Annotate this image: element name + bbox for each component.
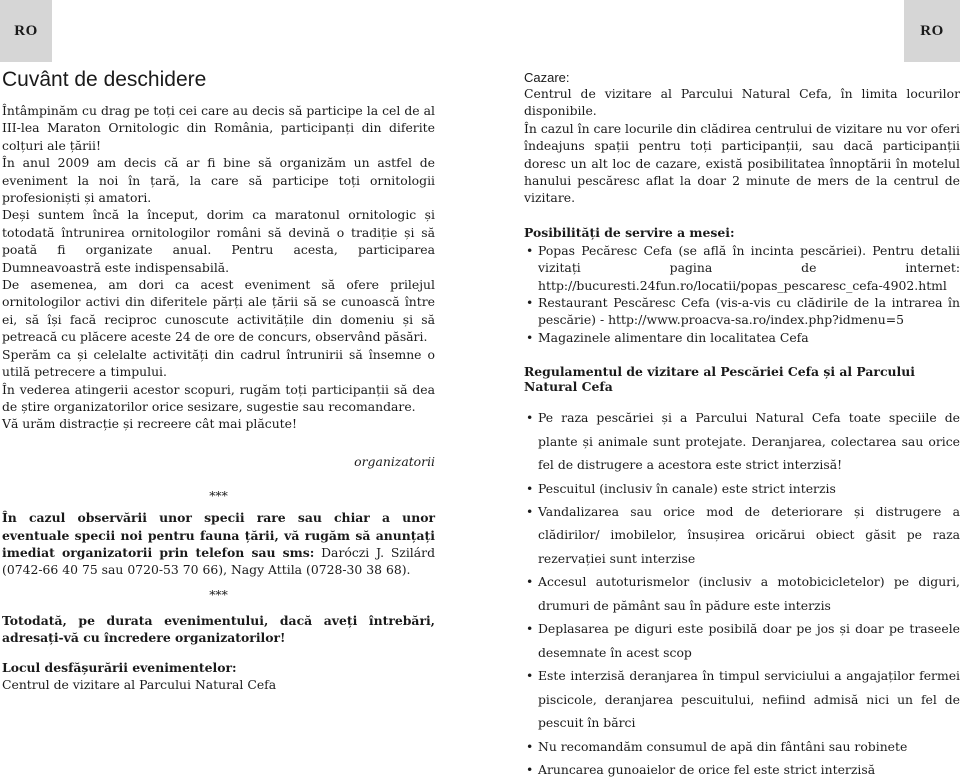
signature: organizatorii (354, 453, 435, 469)
list-item: • Deplasarea pe diguri este posibilă doar pe jos și doar pe traseele desemnate în acest scop (524, 617, 960, 664)
lodging-line-1: Centrul de vizitare al Parcului Natural Cefa, în limita locurilor disponibile. (524, 86, 960, 119)
paragraph-purpose: De asemenea, am dori ca acest eveniment să ofere prilejul ornitologilor activi din diferitele părți ale țării să se cunoască între ei, să își facă reciproc cunoscute activitățile din domeniu și să petreacă cu plăcere aceste 24 de ore de concurs, observând păsări. (2, 277, 435, 345)
rules-title: Regulamentul de vizitare al Pescăriei Cefa și al Parcului Natural Cefa (524, 364, 915, 395)
list-item: • Vandalizarea sau orice mod de deteriorare și distrugere a clădirilor/ imobilelor, însușirea oricărui obiect găsit pe raza rezervației sunt interzise (524, 500, 960, 571)
lodging-label: Cazare: (524, 70, 570, 85)
questions-notice: Totodată, pe durata evenimentului, dacă aveți întrebări, adresați-vă cu încredere organizatorilor! (2, 612, 435, 646)
lodging-line-2: În cazul în care locurile din clădirea centrului de vizitare nu vor oferi îndeajuns spații pentru toți participanții, sau dacă participanții doresc un alt loc de cazare, există posibilitatea înnoptării în motelul hanului pescăresc aflat la doar 2 minute de mers de la centrul de vizitare. (524, 120, 960, 206)
list-item: • Magazinele alimentare din localitatea Cefa (524, 329, 960, 346)
list-item: • Popas Pecăresc Cefa (se află în incinta pescăriei). Pentru detalii vizitați pagina de internet: http://bucuresti.24fun.ro/locatii/popas_pescaresc_cefa-4902.html (524, 242, 960, 294)
paragraph-tradition: Deși suntem încă la început, dorim ca maratonul ornitologic și totodată întrunirea ornitologilor români să devină o tradiție și să poată fi organizate anual. Pentru acesta, participarea Dumneavoastră este indispensabilă. (2, 207, 435, 275)
rules-list (524, 406, 960, 781)
location-value: Centrul de vizitare al Parcului Natural Cefa (2, 676, 277, 692)
paragraph-welcome: Întâmpinăm cu drag pe toți cei care au decis să participe la cel de al III-lea Maraton Ornitologic din România, participanți din diferite colțuri ale țării! (2, 103, 435, 153)
list-item: • Aruncarea gunoaielor de orice fel este strict interzisă (524, 758, 960, 781)
separator-stars: *** (209, 488, 228, 504)
food-list (524, 242, 960, 346)
contact-numbers: Daróczi J. Szilárd (0742-66 40 75 sau 0720-53 70 66), Nagy Attila (0728-30 38 68). (2, 544, 436, 578)
list-item: • Pescuitul (inclusiv în canale) este strict interzis (524, 477, 960, 500)
list-item: • Nu recomandăm consumul de apă din fântâni sau robinete (524, 735, 960, 758)
list-item: • Este interzisă deranjarea în timpul serviciului a angajaților fermei piscicole, deranjarea pescuitului, nefiind admisă nici un fel de pescuit în bărci (524, 664, 960, 735)
page-title: Cuvânt de deschidere (2, 68, 207, 91)
right-column (524, 64, 960, 781)
language-badge-right: RO (904, 0, 960, 62)
separator-stars-2: *** (209, 586, 228, 602)
paragraph-wishes: Vă urăm distracție și recreere cât mai plăcute! (2, 416, 297, 432)
list-item: • Accesul autoturismelor (inclusiv a motobicicletelor) pe diguri, drumuri de pământ sau în pădure este interzis (524, 570, 960, 617)
paragraph-activities: Sperăm ca și celelalte activități din cadrul întrunirii să însemne o utilă petrecere a timpului. (2, 346, 435, 380)
rare-species-text: În cazul observării unor specii rare sau chiar a unor eventuale specii noi pentru fauna țării, vă rugăm să anunțați imediat organizatorii prin telefon sau sms: (2, 510, 435, 560)
language-badge-left: RO (0, 0, 52, 62)
location-label: Locul desfășurării evenimentelor: (2, 659, 237, 675)
list-item: • Pe raza pescăriei și a Parcului Natural Cefa toate speciile de plante și animale sunt protejate. Deranjarea, colectarea sau orice fel de distrugere a acestora este strict interzisă! (524, 406, 960, 477)
left-column (2, 64, 435, 693)
paragraph-feedback: În vederea atingerii acestor scopuri, rugăm toți participanții să dea de știre organizatorilor orice sesizare, sugestie sau recomandare. (2, 381, 435, 414)
food-title: Posibilități de servire a mesei: (524, 224, 735, 240)
paragraph-history: În anul 2009 am decis că ar fi bine să organizăm un astfel de eveniment la noi în țară, la care să participe toți ornitologii profesioniști și amatori. (2, 155, 435, 206)
rare-species-notice (2, 509, 435, 579)
list-item: • Restaurant Pescăresc Cefa (vis-a-vis cu clădirile de la intrarea în pescărie) - http://www.proacva-sa.ro/index.php?idmenu=5 (524, 294, 960, 329)
